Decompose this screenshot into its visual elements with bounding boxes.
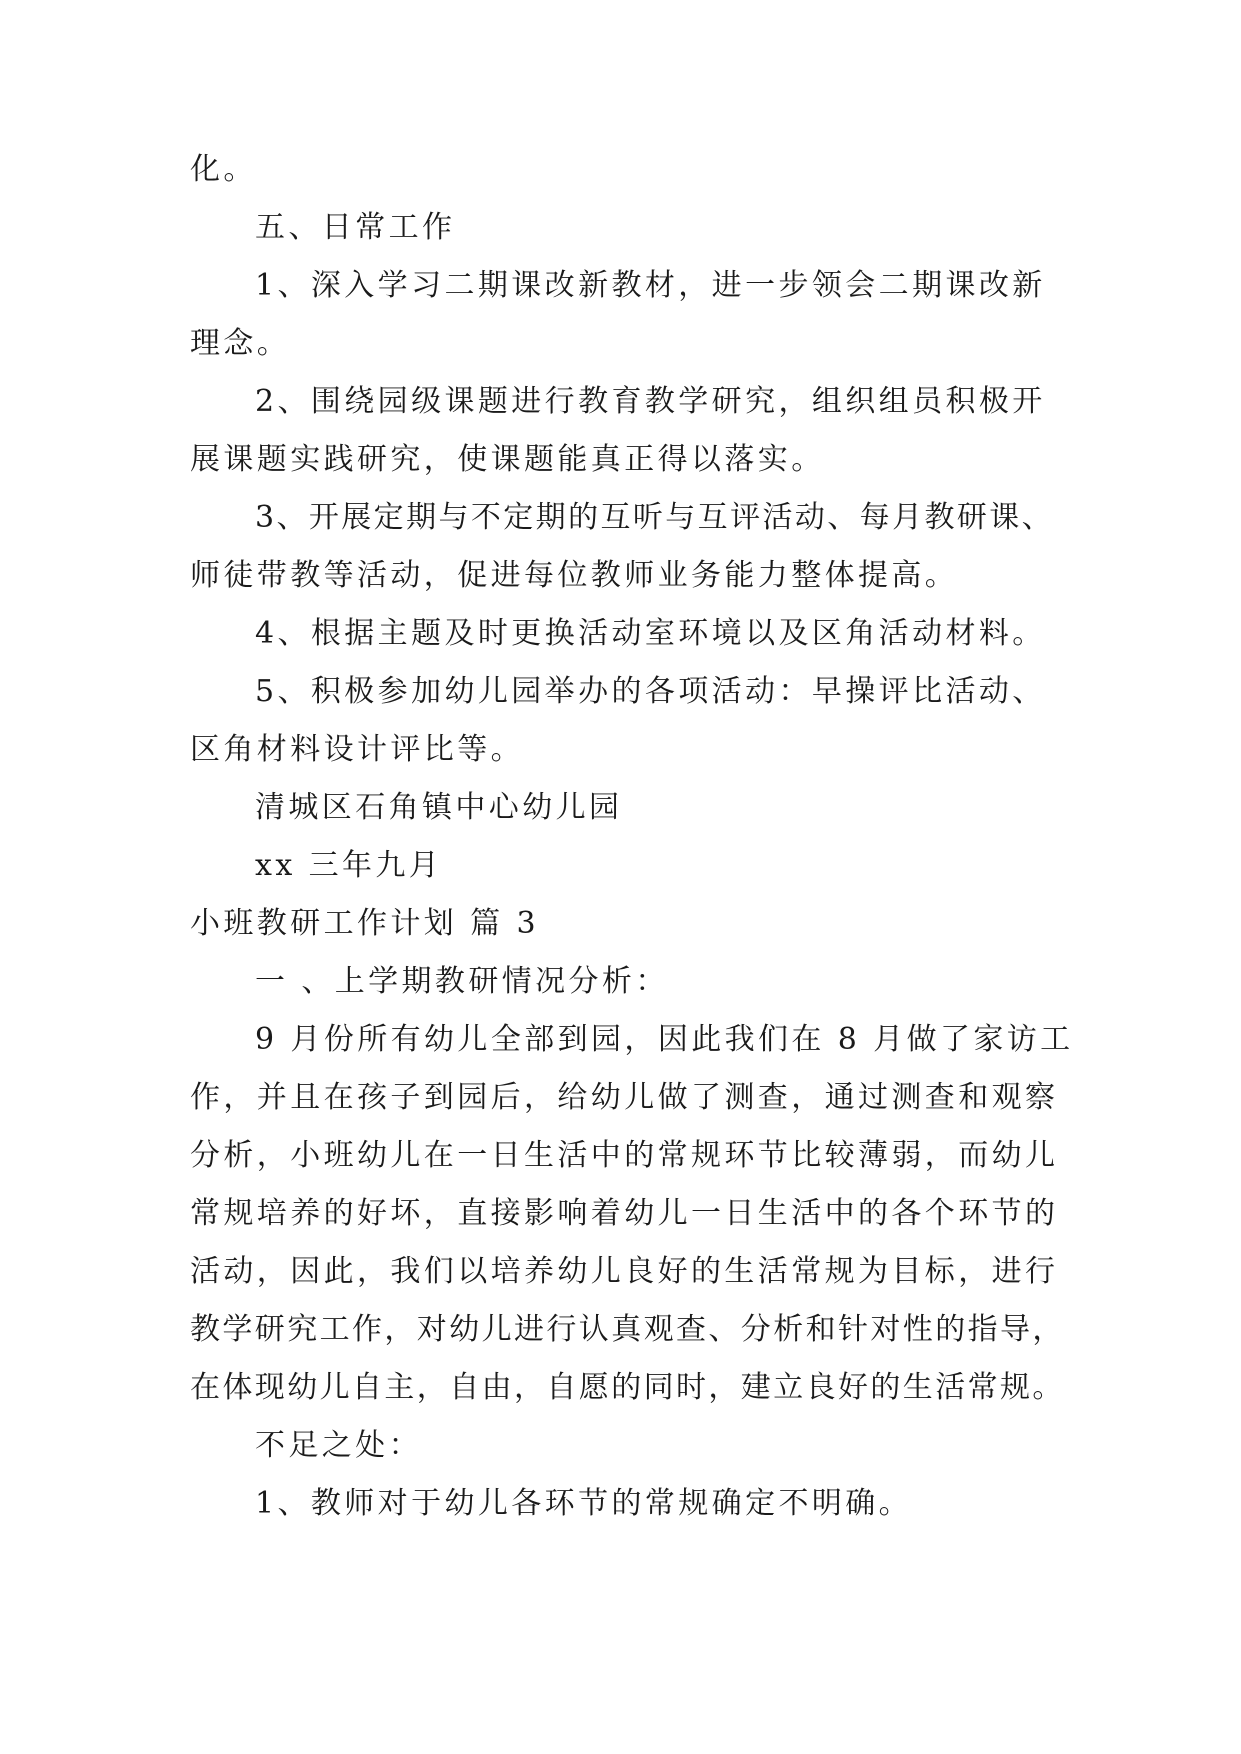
list-item-4: 4、根据主题及时更换活动室环境以及区角活动材料。 xyxy=(255,616,1046,651)
signature-organization: 清城区石角镇中心幼儿园 xyxy=(255,790,623,825)
signature-date: xx 三年九月 xyxy=(255,848,443,883)
list-item-2: 2、围绕园级课题进行教育教学研究，组织组员积极开 xyxy=(255,384,1046,419)
paragraph-line: 在体现幼儿自主，自由，自愿的同时，建立良好的生活常规。 xyxy=(190,1370,1065,1405)
list-item-shortcoming-1: 1、教师对于幼儿各环节的常规确定不明确。 xyxy=(255,1486,913,1521)
text-line: 化。 xyxy=(190,152,257,187)
paragraph-line: 作，并且在孩子到园后，给幼儿做了测查，通过测查和观察 xyxy=(190,1080,1059,1115)
text-line: 理念。 xyxy=(190,326,291,361)
paragraph-line: 教学研究工作，对幼儿进行认真观查、分析和针对性的指导， xyxy=(190,1312,1065,1347)
paragraph-line: 常规培养的好坏，直接影响着幼儿一日生活中的各个环节的 xyxy=(190,1196,1059,1231)
paragraph-line: 分析，小班幼儿在一日生活中的常规环节比较薄弱，而幼儿 xyxy=(190,1138,1059,1173)
paragraph-line: 活动，因此，我们以培养幼儿良好的生活常规为目标，进行 xyxy=(190,1254,1059,1289)
article-title: 小班教研工作计划 篇 3 xyxy=(190,906,539,941)
list-item-5: 5、积极参加幼儿园举办的各项活动：早操评比活动、 xyxy=(255,674,1046,709)
paragraph-line: 9 月份所有幼儿全部到园，因此我们在 8 月做了家访工 xyxy=(255,1022,1074,1057)
section-heading-shortcomings: 不足之处： xyxy=(255,1428,422,1463)
text-line: 师徒带教等活动，促进每位教师业务能力整体提高。 xyxy=(190,558,959,593)
text-line: 区角材料设计评比等。 xyxy=(190,732,524,767)
list-item-3: 3、开展定期与不定期的互听与互评活动、每月教研课、 xyxy=(255,500,1055,535)
section-heading-analysis: 一 、上学期教研情况分析： xyxy=(255,964,669,999)
section-heading-daily-work: 五、日常工作 xyxy=(255,210,456,245)
list-item-1: 1、深入学习二期课改新教材，进一步领会二期课改新 xyxy=(255,268,1046,303)
text-line: 展课题实践研究，使课题能真正得以落实。 xyxy=(190,442,825,477)
